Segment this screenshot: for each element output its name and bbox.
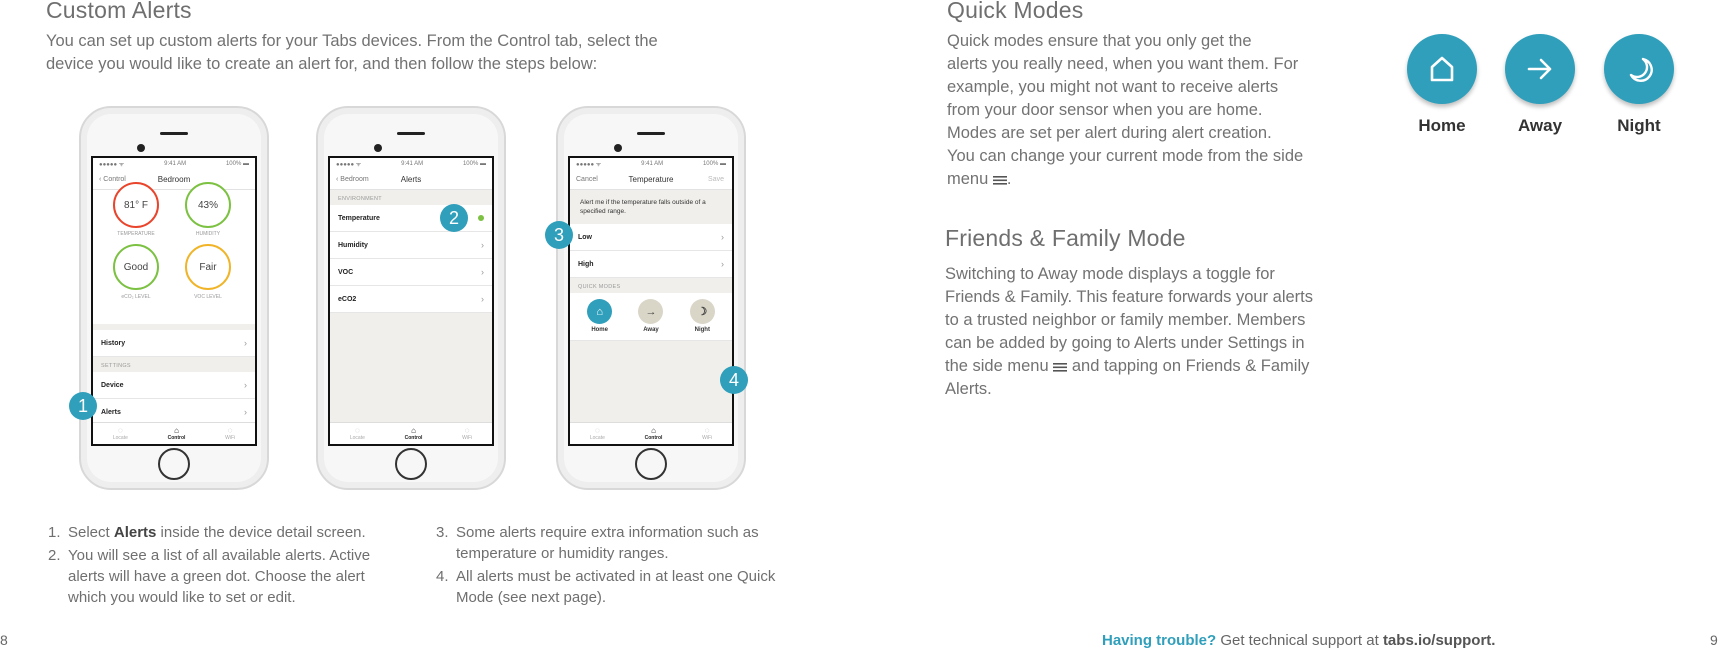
voc-gauge: Fair <box>185 244 231 290</box>
tab-locate[interactable]: ◌ Locate <box>112 426 128 441</box>
moon-icon <box>1604 34 1674 104</box>
quick-modes-row <box>570 293 732 341</box>
tab-bar <box>330 422 492 444</box>
status-bar: ●●●●● ᯤ 9:41 AM 100% ▬ <box>330 158 492 170</box>
arrow-right-icon <box>1505 34 1575 104</box>
tab-locate[interactable]: ◌ Locate <box>349 426 365 441</box>
nav-bar <box>93 170 255 190</box>
high-row[interactable]: High › <box>570 251 732 278</box>
mode-night: Night <box>1603 34 1675 136</box>
location-pin-icon: ◌ <box>117 426 123 435</box>
chevron-right-icon: › <box>244 380 247 390</box>
back-button[interactable]: ‹ Control <box>99 176 126 183</box>
alert-row-temperature[interactable]: Temperature <box>330 205 492 232</box>
chevron-right-icon: › <box>244 338 247 348</box>
phone-home-button <box>395 448 427 480</box>
screen-device-detail <box>91 156 257 446</box>
tab-bar <box>570 422 732 444</box>
chevron-right-icon: › <box>721 232 724 242</box>
home-icon <box>1407 34 1477 104</box>
alert-row-eco2[interactable]: eCO2 › <box>330 286 492 313</box>
humidity-gauge: 43% <box>185 182 231 228</box>
screen-alerts-list <box>328 156 494 446</box>
back-button[interactable]: ‹ Bedroom <box>336 176 369 183</box>
page-number-left: 8 <box>0 632 8 648</box>
tab-wifi[interactable]: ◌ WiFi <box>702 426 713 441</box>
home-icon: ⌂ <box>651 426 656 435</box>
phone-home-button <box>158 448 190 480</box>
humidity-label: HUMIDITY <box>195 231 221 237</box>
phone-temperature-alert <box>556 106 746 490</box>
chevron-right-icon: › <box>481 240 484 250</box>
tab-control[interactable]: ⌂ Control <box>404 426 423 441</box>
step-badge-4: 4 <box>720 366 748 394</box>
alert-description: Alert me if the temperature falls outside of a specified range. <box>580 199 706 215</box>
mode-away: Away <box>1504 34 1576 136</box>
section-title-custom-alerts: Custom Alerts <box>46 0 192 23</box>
tab-wifi[interactable]: ◌ WiFi <box>462 426 473 441</box>
temperature-gauge: 81° F <box>113 182 159 228</box>
home-icon: ⌂ <box>587 299 612 324</box>
phone-speaker <box>397 132 425 135</box>
cancel-button[interactable]: Cancel <box>576 176 598 183</box>
section-title-friends-family: Friends & Family Mode <box>945 225 1186 251</box>
steps-column-2 <box>436 522 786 610</box>
voc-label: VOC LEVEL <box>194 294 222 300</box>
alerts-row[interactable]: Alerts › <box>93 399 255 426</box>
history-row[interactable]: History › <box>93 330 255 357</box>
support-footer: Having trouble? Get technical support at tabs.io/support. <box>1102 632 1496 649</box>
sensor-gauges <box>93 190 255 324</box>
alert-row-voc[interactable]: VOC › <box>330 259 492 286</box>
screen-temperature-alert <box>568 156 734 446</box>
nav-bar <box>330 170 492 190</box>
step-1: 1. Select Alerts inside the device detail screen. <box>48 524 366 541</box>
step-2: 2. You will see a list of all available alerts. Active alerts will have a green dot. Choose the alert which you would like to set or edit. <box>48 547 371 606</box>
settings-section-label: SETTINGS <box>101 363 131 369</box>
step-badge-1: 1 <box>69 392 97 420</box>
save-button[interactable]: Save <box>708 176 724 183</box>
status-bar: ●●●●● ᯤ 9:41 AM 100% ▬ <box>570 158 732 170</box>
mode-away-toggle[interactable]: → Away <box>638 299 663 334</box>
chevron-right-icon: › <box>481 267 484 277</box>
phone-camera <box>374 144 382 152</box>
environment-section-label: ENVIRONMENT <box>338 196 382 202</box>
hamburger-menu-icon <box>993 174 1007 186</box>
alert-row-humidity[interactable]: Humidity › <box>330 232 492 259</box>
active-dot-icon <box>478 215 484 221</box>
chevron-right-icon: › <box>481 294 484 304</box>
home-icon: ⌂ <box>174 426 179 435</box>
location-pin-icon: ◌ <box>594 426 600 435</box>
support-link[interactable]: tabs.io/support. <box>1382 632 1496 649</box>
low-row[interactable]: Low › <box>570 224 732 251</box>
phone-speaker <box>637 132 665 135</box>
phone-home-button <box>635 448 667 480</box>
tab-locate[interactable]: ◌ Locate <box>589 426 605 441</box>
screen-title: Alerts <box>400 175 422 184</box>
location-pin-icon: ◌ <box>354 426 360 435</box>
wifi-icon: ◌ <box>227 426 233 435</box>
phone-device-detail <box>79 106 269 490</box>
phone-speaker <box>160 132 188 135</box>
eco2-label: eCO₂ LEVEL <box>121 294 151 300</box>
phone-alerts-list <box>316 106 506 490</box>
mode-home: Home <box>1406 34 1478 136</box>
step-3: 3. Some alerts require extra information such as temperature or humidity ranges. <box>436 524 759 562</box>
device-row[interactable]: Device › <box>93 372 255 399</box>
steps-column-1 <box>48 522 398 610</box>
temperature-label: TEMPERATURE <box>117 231 155 237</box>
custom-alerts-intro: You can set up custom alerts for your Tabs devices. From the Control tab, select the device you would like to create an alert for, and then follow the steps below: <box>46 32 658 73</box>
home-icon: ⌂ <box>411 426 416 435</box>
screen-title: Temperature <box>628 175 674 184</box>
nav-bar <box>570 170 732 190</box>
wifi-icon: ◌ <box>704 426 710 435</box>
friends-family-paragraph: Switching to Away mode displays a toggle for Friends & Family. This feature forwards your alerts to a trusted neighbor or family member. Members can be added by going to Alerts under Settings in the side menu and tapping on Friends & Family Alerts. <box>945 265 1314 398</box>
phone-camera <box>614 144 622 152</box>
quick-modes-paragraph: Quick modes ensure that you only get the alerts you really need, when you want them. For example, you might not want to receive alerts from your door sensor when you are home. Modes are set per alert during alert creation. You can change your current mode from the side menu . <box>947 32 1304 188</box>
tab-bar <box>93 422 255 444</box>
moon-icon: ☽ <box>690 299 715 324</box>
wifi-icon: ◌ <box>464 426 470 435</box>
mode-night-toggle[interactable]: ☽ Night <box>690 299 715 334</box>
page-number-right: 9 <box>1710 632 1718 648</box>
section-title-quick-modes: Quick Modes <box>947 0 1084 23</box>
eco2-gauge: Good <box>113 244 159 290</box>
tab-control[interactable]: ⌂ Control <box>644 426 663 441</box>
screen-title: Bedroom <box>157 175 191 184</box>
support-highlight: Having trouble? <box>1102 632 1217 649</box>
mode-home-toggle[interactable]: ⌂ Home <box>587 299 612 334</box>
tab-wifi[interactable]: ◌ WiFi <box>225 426 236 441</box>
step-4: 4. All alerts must be activated in at least one Quick Mode (see next page). <box>436 568 776 606</box>
tab-control[interactable]: ⌂ Control <box>167 426 186 441</box>
hamburger-menu-icon <box>1053 361 1067 373</box>
chevron-right-icon: › <box>721 259 724 269</box>
step-badge-2: 2 <box>440 204 468 232</box>
step-badge-3: 3 <box>545 221 573 249</box>
phone-camera <box>137 144 145 152</box>
arrow-right-icon: → <box>638 299 663 324</box>
chevron-right-icon: › <box>244 407 247 417</box>
quick-modes-section-label: QUICK MODES <box>578 284 621 290</box>
status-bar: ●●●●● ᯤ 9:41 AM 100% ▬ <box>93 158 255 170</box>
